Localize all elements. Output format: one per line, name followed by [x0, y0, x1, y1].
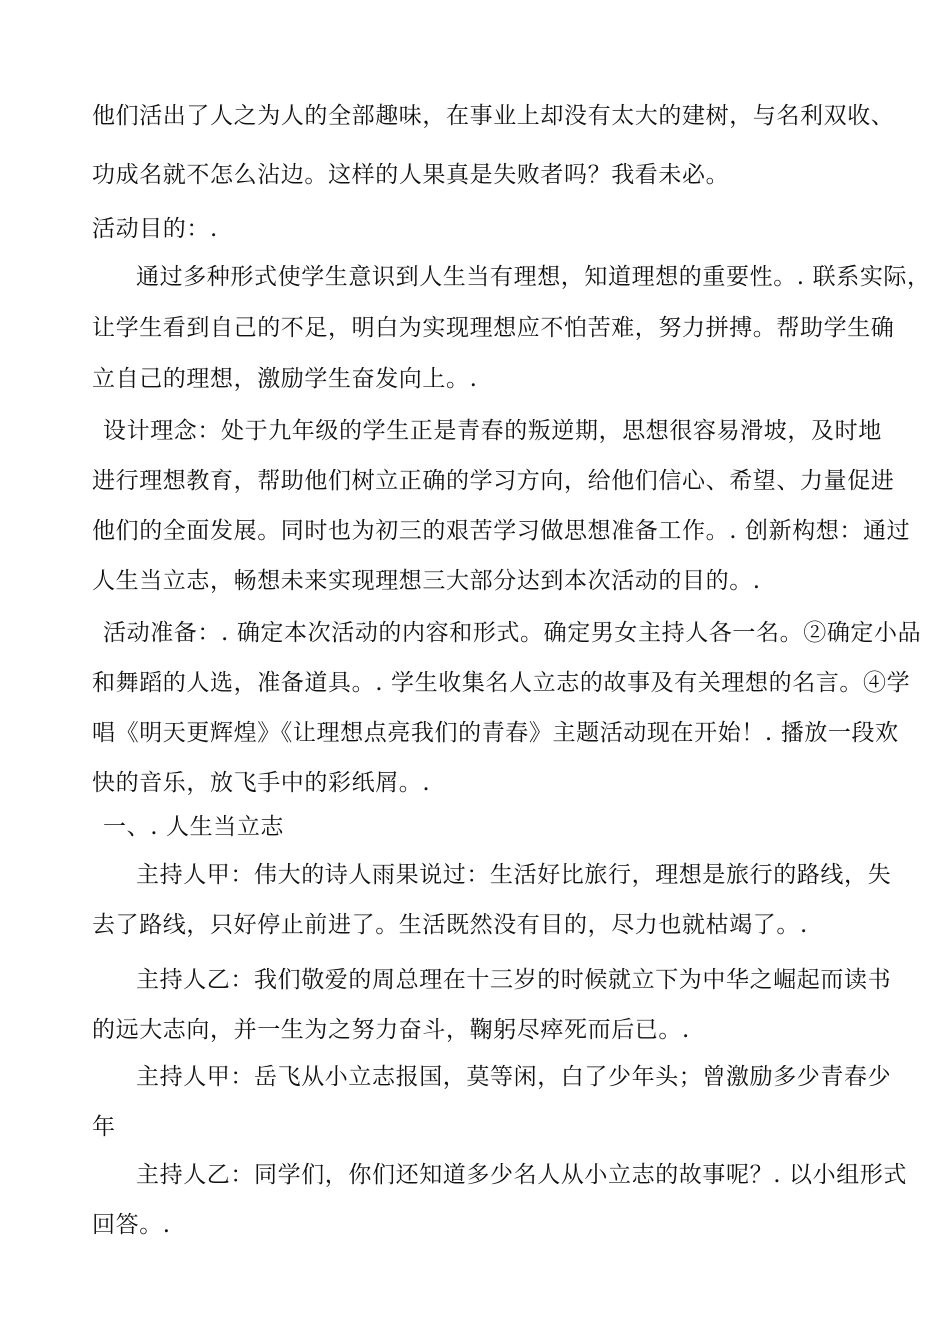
- text-line: 快的音乐，放飞手中的彩纸屑。.: [92, 770, 431, 796]
- text-line: 进行理想教育，帮助他们树立正确的学习方向，给他们信心、希望、力量促进: [92, 468, 895, 494]
- text-line: 他们活出了人之为人的全部趣味，在事业上却没有太大的建树，与名利双收、: [92, 103, 895, 129]
- text-line: 主持人甲：伟大的诗人雨果说过：生活好比旅行，理想是旅行的路线，失: [136, 862, 892, 888]
- section-heading-1: 一、. 人生当立志: [103, 814, 285, 840]
- text-line: 年: [92, 1114, 116, 1140]
- section-heading-activity-goal: 活动目的：.: [92, 216, 218, 242]
- text-line: 主持人甲：岳飞从小立志报国，莫等闲，白了少年头；曾激励多少青春少: [136, 1064, 892, 1090]
- text-line: 回答。.: [92, 1212, 171, 1238]
- text-line: 他们的全面发展。同时也为初三的艰苦学习做思想准备工作。. 创新构想：通过: [92, 518, 911, 544]
- text-line: 唱《明天更辉煌》《让理想点亮我们的青春》主题活动现在开始！. 播放一段欢: [92, 720, 899, 746]
- text-line: 让学生看到自己的不足，明白为实现理想应不怕苦难，努力拼搏。帮助学生确: [92, 315, 895, 341]
- text-line: 主持人乙：同学们，你们还知道多少名人从小立志的故事呢？. 以小组形式: [136, 1162, 908, 1188]
- text-line: 功成名就不怎么沾边。这样的人果真是失败者吗？我看未必。: [92, 162, 730, 188]
- text-line: 活动准备：. 确定本次活动的内容和形式。确定男女主持人各一名。②确定小品: [103, 620, 922, 646]
- text-line: 的远大志向，并一生为之努力奋斗，鞠躬尽瘁死而后已。.: [92, 1017, 690, 1043]
- text-line: 和舞蹈的人选，准备道具。. 学生收集名人立志的故事及有关理想的名言。④学: [92, 670, 911, 696]
- text-line: 去了路线，只好停止前进了。生活既然没有目的，尽力也就枯竭了。.: [92, 912, 808, 938]
- text-line: 立自己的理想，激励学生奋发向上。.: [92, 366, 478, 392]
- text-line: 设计理念：处于九年级的学生正是青春的叛逆期，思想很容易滑坡，及时地: [103, 418, 882, 444]
- text-line: 主持人乙：我们敬爱的周总理在十三岁的时候就立下为中华之崛起而读书: [136, 967, 892, 993]
- text-line: 通过多种形式使学生意识到人生当有理想，知道理想的重要性。. 联系实际，: [136, 264, 931, 290]
- text-line: 人生当立志，畅想未来实现理想三大部分达到本次活动的目的。.: [92, 568, 761, 594]
